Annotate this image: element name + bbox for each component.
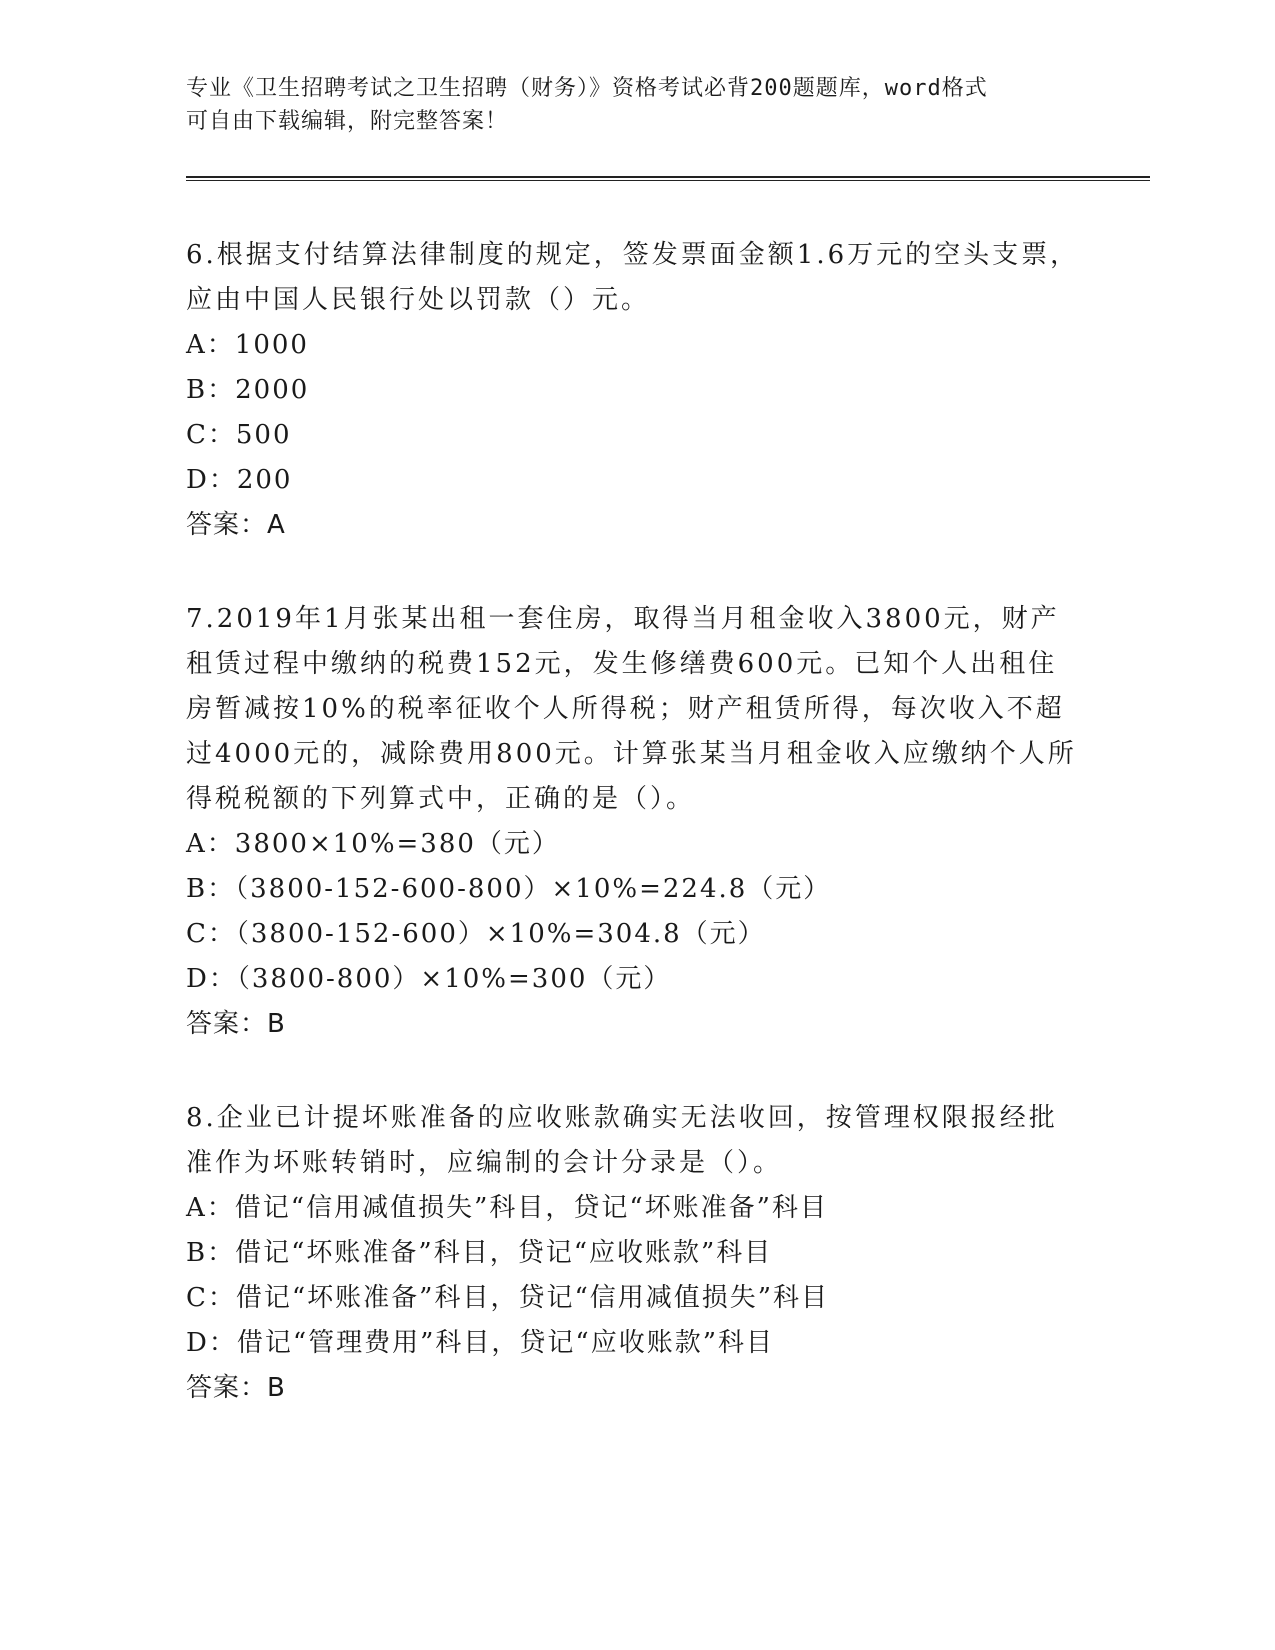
question-stem: 8.企业已计提坏账准备的应收账款确实无法收回，按管理权限报经批准作为坏账转销时，应编制的会计分录是（）。 <box>186 1103 1058 1178</box>
option-a: A：借记“信用减值损失”科目，贷记“坏账准备”科目 <box>186 1193 828 1223</box>
answer-line: 答案：A <box>186 510 286 540</box>
option-c: C：借记“坏账准备”科目，贷记“信用减值损失”科目 <box>186 1283 830 1313</box>
option-a: A：3800×10%=380（元） <box>186 829 560 859</box>
option-b: B：（3800-152-600-800）×10%=224.8（元） <box>186 874 832 904</box>
header-divider <box>186 176 1150 181</box>
option-c: C：500 <box>186 420 292 450</box>
document-header: 专业《卫生招聘考试之卫生招聘（财务）》资格考试必背200题题库，word格式 可自由下载编辑，附完整答案！ <box>186 76 988 134</box>
option-d: D：借记“管理费用”科目，贷记“应收账款”科目 <box>186 1328 775 1358</box>
question-6 <box>186 233 1086 548</box>
option-b: B：2000 <box>186 375 310 405</box>
question-8 <box>186 1096 1086 1411</box>
option-a: A：1000 <box>186 330 309 360</box>
option-d: D：（3800-800）×10%=300（元） <box>186 964 672 994</box>
answer-line: 答案：B <box>186 1373 286 1403</box>
answer-line: 答案：B <box>186 1009 286 1039</box>
option-d: D：200 <box>186 465 293 495</box>
question-stem: 6.根据支付结算法律制度的规定，签发票面金额1.6万元的空头支票，应由中国人民银行处以罚款（）元。 <box>186 240 1080 315</box>
option-c: C：（3800-152-600）×10%=304.8（元） <box>186 919 766 949</box>
option-b: B：借记“坏账准备”科目，贷记“应收账款”科目 <box>186 1238 773 1268</box>
question-7 <box>186 597 1086 1047</box>
question-stem: 7.2019年1月张某出租一套住房，取得当月租金收入3800元，财产租赁过程中缴纳的税费152元，发生修缮费600元。已知个人出租住房暂减按10%的税率征收个人所得税；财产租赁所得，每次收入不超过4000元的，减除费用800元。计算张某当月租金收入应缴纳个人所得税税额的下列算式中，正确的是（）。 <box>186 604 1077 814</box>
